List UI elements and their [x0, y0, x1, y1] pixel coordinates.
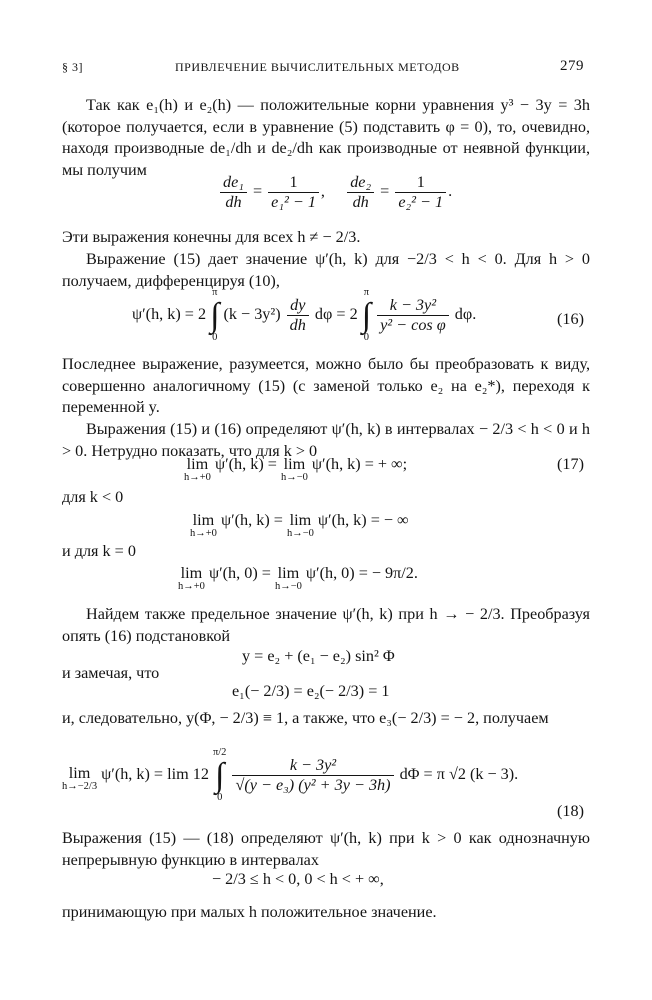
lim-sub: h→−0: [280, 472, 308, 483]
eq17-rhs: ψ′(h, k) = + ∞;: [311, 455, 408, 473]
equation-k-negative: [190, 511, 409, 539]
integral-18: π/2 ∫ 0: [212, 747, 227, 803]
int-upper-a: π: [212, 287, 218, 298]
frac-rhs-2: [395, 173, 446, 212]
lim-label: lim: [68, 764, 91, 782]
lim-sub: h→+0: [178, 581, 205, 592]
int-upper-b: π: [363, 287, 370, 298]
equation-18: [62, 748, 518, 803]
eq-kneg-mid: ψ′(h, k) =: [220, 511, 283, 529]
equation-k-zero: [178, 564, 418, 592]
lim-17b: [281, 455, 308, 483]
dy-label: dy: [290, 296, 306, 314]
int-upper-18: π/2: [212, 747, 227, 758]
frac-16: [377, 296, 449, 335]
frac-de1-dh: [220, 173, 247, 212]
eq-number-18: (18): [557, 802, 584, 820]
equation-16: [132, 288, 476, 343]
integral-16a: π ∫ 0: [210, 287, 220, 343]
rhs1-num: 1: [268, 173, 319, 193]
line-last: принимающую при малых h положительное значение.: [62, 903, 437, 921]
paragraph-transform: Последнее выражение, разумеется, можно было бы преобразовать к виду, совершенно аналогичному (15) (с заменой только e₂ на e₂*), переходя к переменной y.: [62, 355, 590, 416]
rhs2-num: 1: [395, 173, 446, 193]
eq-kzero-mid: ψ′(h, 0) =: [208, 564, 271, 582]
lim-18: [62, 764, 97, 792]
lim-17a: [184, 455, 211, 483]
lim-sub: h→−0: [286, 528, 314, 539]
page-number: 279: [560, 58, 584, 74]
lim-sub: h→+0: [184, 472, 211, 483]
lim-zero-a: [178, 564, 205, 592]
section-number: § 3]: [62, 60, 83, 74]
eq-number-16: (16): [557, 310, 584, 328]
lim-sub: h→−0: [274, 581, 302, 592]
equation-17: [184, 455, 407, 483]
eq16-integrand: (k − 3y²): [223, 305, 281, 324]
eq18-num: k − 3y²: [289, 756, 337, 774]
dh-label-2: dh: [352, 193, 369, 211]
eq18-mid: ψ′(h, k) = lim 12: [101, 765, 209, 784]
line-k-zero: и для k = 0: [62, 542, 136, 560]
lim-label: lim: [277, 564, 300, 582]
dh-label: dh: [289, 316, 306, 334]
paragraph-continuous: Выражения (15) — (18) определяют ψ′(h, k) при k > 0 как однозначную непрерывную функцию в интервалах: [62, 829, 590, 869]
equation-intervals: − 2/3 ≤ h < 0, 0 < h < + ∞,: [212, 870, 384, 888]
int-lower-a: 0: [212, 331, 218, 343]
paragraph-limit-value: Найдем также предельное значение ψ′(h, k) при h → − 2/3. Преобразуя опять (16) подстановкой: [62, 605, 590, 645]
eq-kneg-rhs: ψ′(h, k) = − ∞: [317, 511, 409, 529]
line-and-noting: и замечая, что: [62, 664, 160, 682]
int-lower-18: 0: [217, 791, 223, 803]
eq16-lhs: ψ′(h, k) = 2: [132, 305, 207, 324]
frac-rhs-1: [268, 173, 319, 212]
de2-label: de₂: [350, 173, 372, 191]
running-title: ПРИВЛЕЧЕНИЕ ВЫЧИСЛИТЕЛЬНЫХ МЕТОДОВ: [175, 60, 460, 74]
frac-dy-dh: [287, 296, 309, 335]
line-finite: Эти выражения конечны для всех h ≠ − 2/3.: [62, 228, 361, 246]
paragraph-expression-15: Выражение (15) дает значение ψ′(h, k) для −2/3 < h < 0. Для h > 0 получаем, дифференцируя (10),: [62, 250, 590, 290]
rhs2-den: e₂² − 1: [398, 193, 444, 211]
paragraph-intervals: Выражения (15) и (16) определяют ψ′(h, k) в интервалах − 2/3 < h < 0 и h > 0. Нетрудно показать, что для k > 0: [62, 420, 590, 460]
lim-label: lim: [186, 455, 209, 473]
frac-de2-dh: [347, 173, 374, 212]
eq-kzero-rhs: ψ′(h, 0) = − 9π/2.: [305, 564, 418, 582]
lim-neg-a: [190, 511, 217, 539]
lim-label: lim: [192, 511, 215, 529]
lim-zero-b: [275, 564, 302, 592]
lim-neg-b: [287, 511, 314, 539]
rhs1-den: e₁² − 1: [271, 193, 316, 211]
eq18-den: √(y − e₃) (y² + 3y − 3h): [235, 776, 391, 794]
paragraph-consequently: и, следовательно, y(Φ, − 2/3) ≡ 1, а также, что e₃(− 2/3) = − 2, получаем: [62, 709, 549, 727]
int-lower-b: 0: [363, 331, 369, 343]
eq17-mid: ψ′(h, k) =: [214, 455, 277, 473]
eq16-dphi: dφ = 2: [314, 305, 358, 324]
dh-label-1: dh: [225, 193, 242, 211]
equation-derivatives: $\frac{\text{de₁}}{dh}$ = $\frac{1}{\text{e₁² − 1}}$ , $\frac{\text{de₂}}{dh}$ = $\frac{1}{\text{e₂² − 1}}$ .: [218, 173, 452, 212]
eq18-rhs: dΦ = π √2 (k − 3).: [399, 765, 519, 784]
lim-label: lim: [283, 455, 306, 473]
frac-18: [232, 756, 393, 795]
equation-substitution: y = e₂ + (e₁ − e₂) sin² Φ: [242, 647, 395, 665]
eq-number-17: (17): [557, 455, 584, 473]
lim-sub: h→+0: [190, 528, 217, 539]
eq16-num: k − 3y²: [389, 296, 437, 314]
equation-e-values: e₁(− 2/3) = e₂(− 2/3) = 1: [232, 682, 390, 700]
lim-sub: h→−2/3: [62, 781, 98, 792]
line-k-negative: для k < 0: [62, 488, 124, 506]
eq16-den: y² − cos φ: [380, 316, 446, 334]
de1-label: de₁: [223, 173, 244, 191]
lim-label: lim: [289, 511, 312, 529]
integral-16b: π ∫ 0: [361, 287, 372, 343]
lim-label: lim: [180, 564, 203, 582]
paragraph-roots: Так как e₁(h) и e₂(h) — положительные корни уравнения y³ − 3y = 3h (которое получается, если в уравнение (5) подставить φ = 0), то, очевидно, находя производные de₁/dh и de₂/dh как производные от неявной функции, мы получим: [62, 96, 590, 179]
eq16-dphi-end: dφ.: [454, 305, 477, 324]
